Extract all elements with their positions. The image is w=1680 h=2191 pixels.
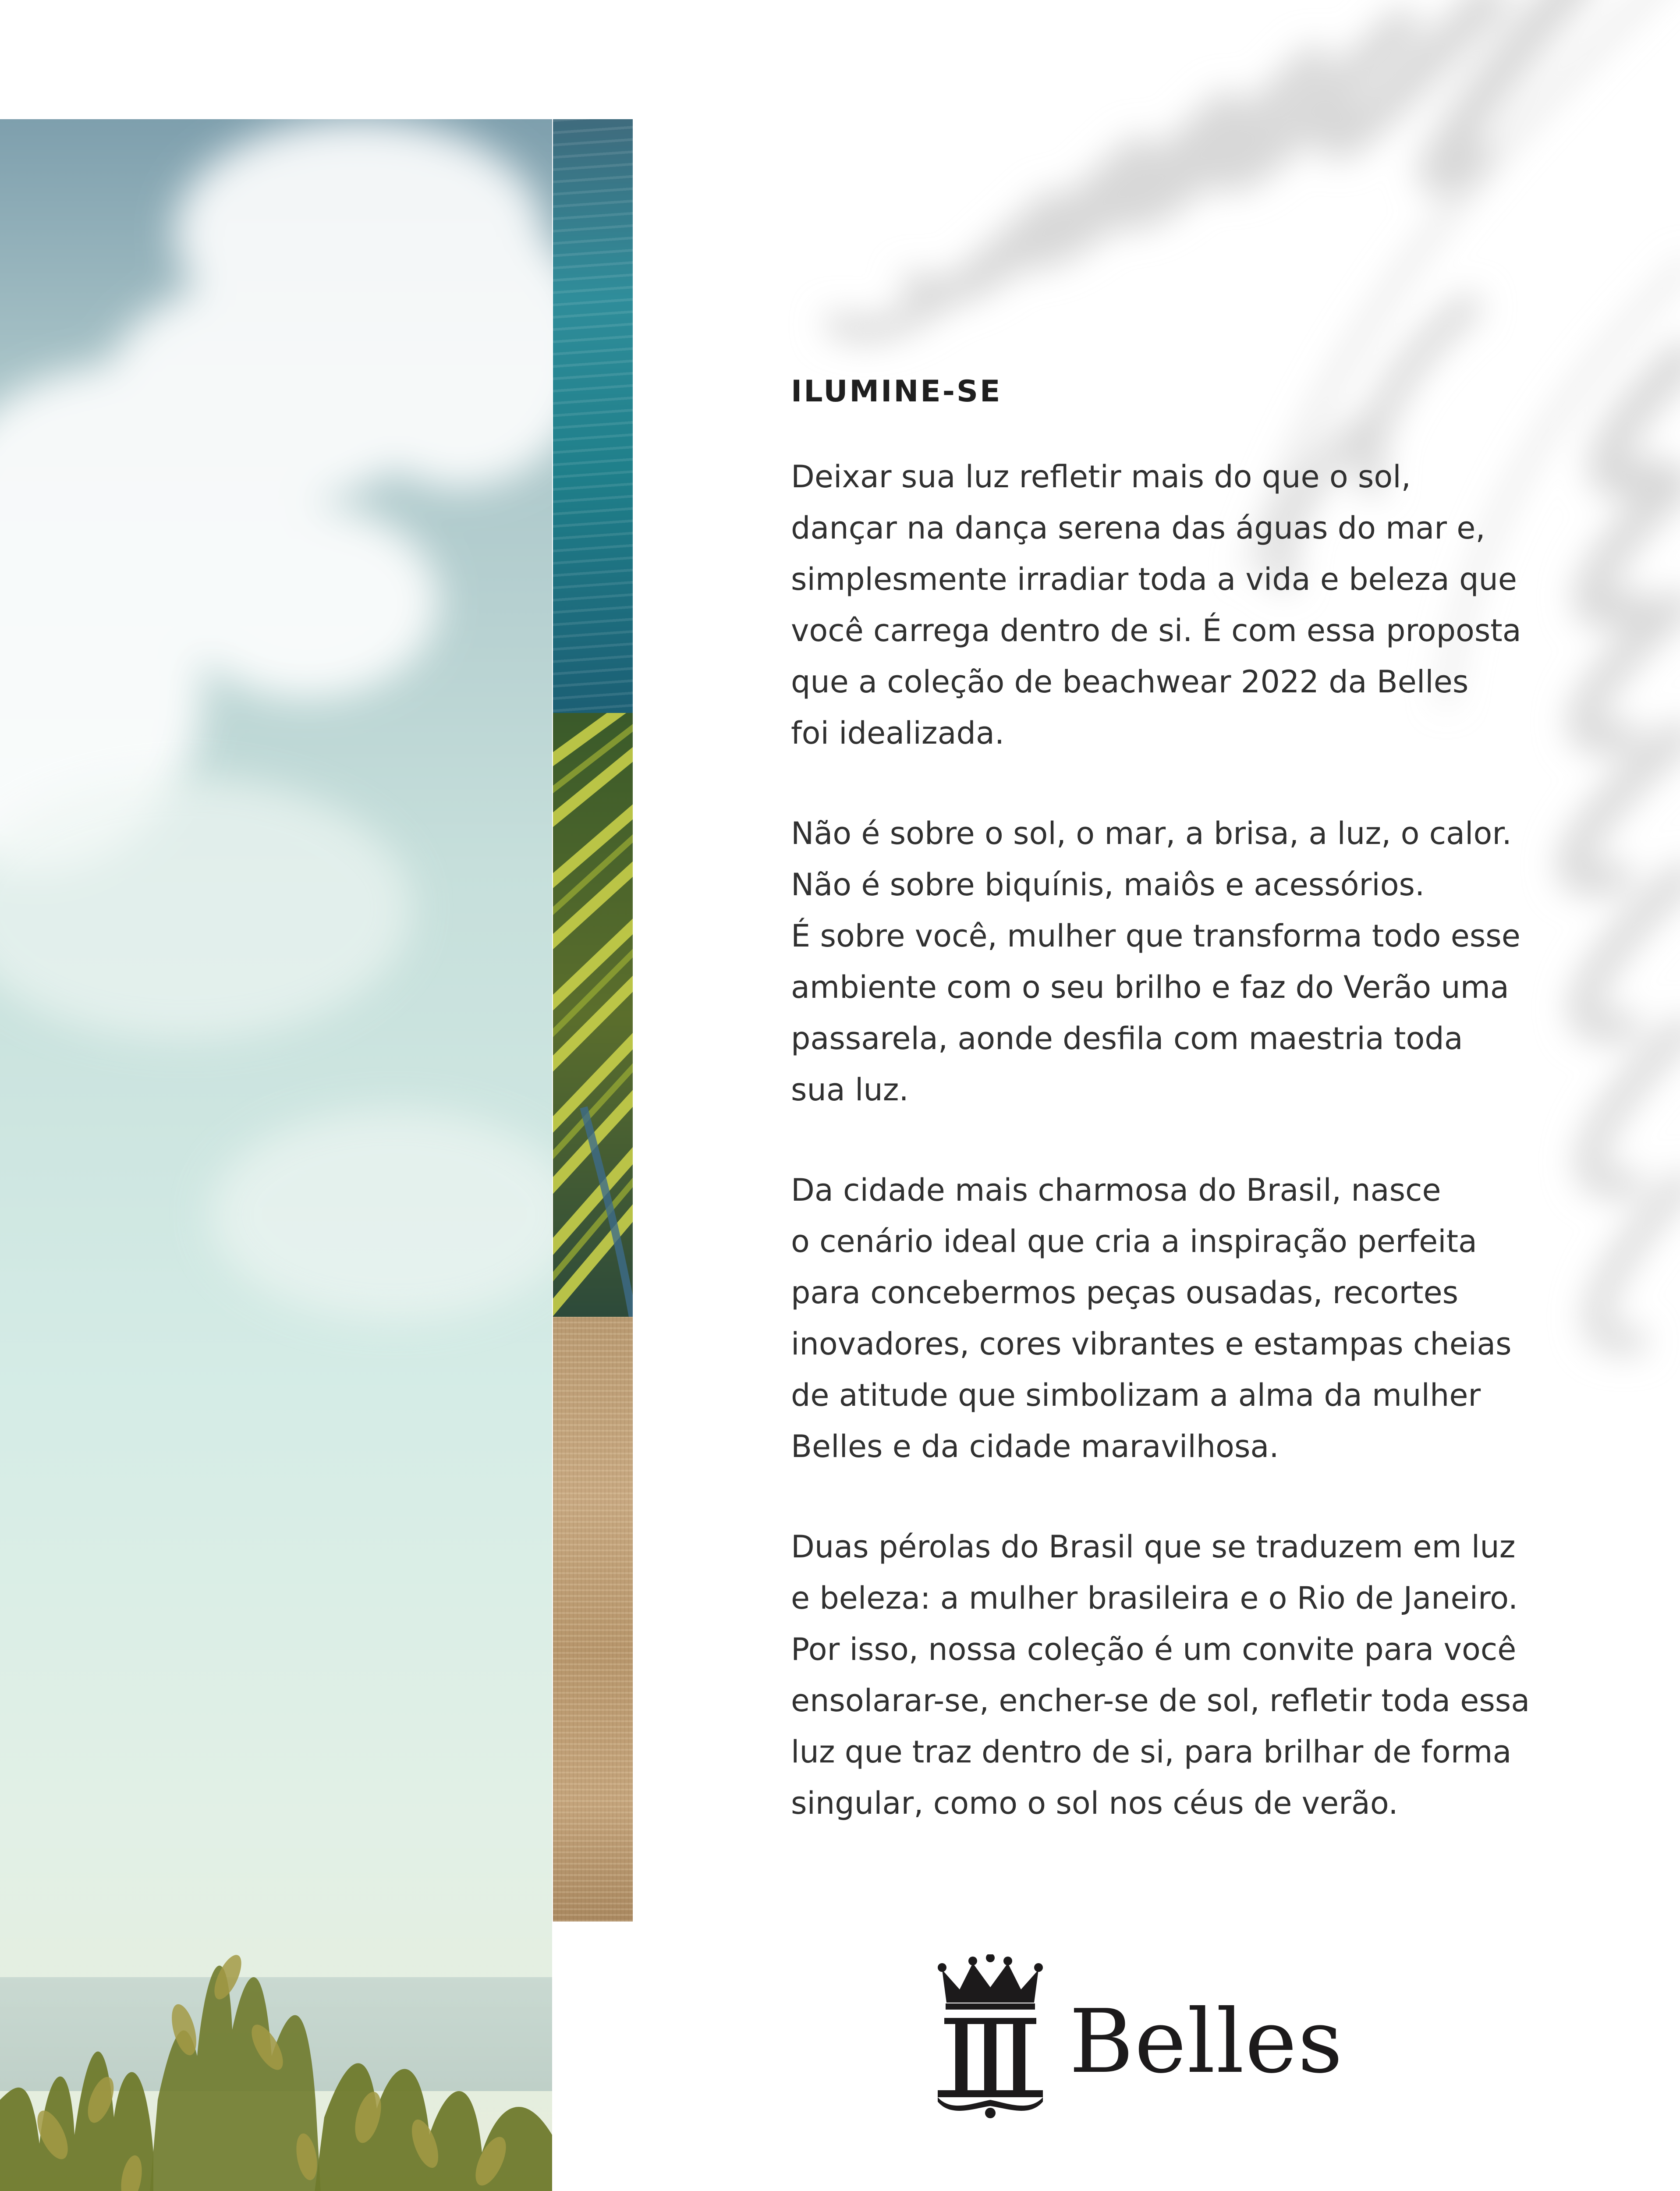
paragraph-line: que a coleção de beachwear 2022 da Belles bbox=[791, 664, 1469, 700]
paragraph-line: inovadores, cores vibrantes e estampas cheias bbox=[791, 1326, 1512, 1362]
paragraph-1 bbox=[791, 451, 1536, 759]
brand-logo bbox=[925, 1954, 1345, 2121]
sea-water-photo bbox=[553, 119, 633, 713]
brand-name: Belles bbox=[1069, 1991, 1344, 2093]
paragraph-line: ensolarar-se, encher-se de sol, refletir toda essa bbox=[791, 1683, 1530, 1719]
paragraph-2 bbox=[791, 808, 1536, 1116]
paragraph-line: Por isso, nossa coleção é um convite para você bbox=[791, 1631, 1517, 1667]
paragraph-3 bbox=[791, 1165, 1536, 1472]
palm-leaf-illustration bbox=[553, 713, 633, 1317]
paragraph-line: Não é sobre biquínis, maiôs e acessórios. bbox=[791, 867, 1425, 903]
sky-photo-illustration bbox=[0, 119, 552, 2191]
paragraph-line: foi idealizada. bbox=[791, 715, 1005, 751]
paragraph-line: luz que traz dentro de si, para brilhar de forma bbox=[791, 1734, 1512, 1770]
paragraph-line: singular, como o sol nos céus de verão. bbox=[791, 1785, 1398, 1821]
paragraph-line: e beleza: a mulher brasileira e o Rio de Janeiro. bbox=[791, 1580, 1518, 1616]
paragraph-line: É sobre você, mulher que transforma todo esse bbox=[791, 918, 1521, 954]
paragraph-4 bbox=[791, 1521, 1536, 1829]
paragraph-line: para concebermos peças ousadas, recortes bbox=[791, 1275, 1459, 1311]
paragraph-line: o cenário ideal que cria a inspiração perfeita bbox=[791, 1223, 1477, 1259]
article-body bbox=[791, 374, 1536, 1878]
paragraph-line: ambiente com o seu brilho e faz do Verão uma bbox=[791, 969, 1509, 1005]
paragraph-line: simplesmente irradiar toda a vida e beleza que bbox=[791, 561, 1517, 597]
crowned-monogram-icon bbox=[925, 1954, 1056, 2121]
paragraph-line: Deixar sua luz refletir mais do que o sol, bbox=[791, 459, 1411, 495]
paragraph-line: Belles e da cidade maravilhosa. bbox=[791, 1429, 1279, 1464]
paragraph-line: você carrega dentro de si. É com essa proposta bbox=[791, 613, 1521, 649]
paragraph-line: sua luz. bbox=[791, 1072, 909, 1108]
palm-leaf-photo bbox=[553, 713, 633, 1317]
paragraph-line: passarela, aonde desfila com maestria toda bbox=[791, 1021, 1463, 1057]
sky-clouds-and-plants-photo bbox=[0, 119, 552, 2191]
paragraph-line: Da cidade mais charmosa do Brasil, nasce bbox=[791, 1172, 1441, 1208]
section-heading: ILUMINE-SE bbox=[791, 374, 1002, 409]
paragraph-line: dançar na dança serena das águas do mar e, bbox=[791, 510, 1485, 546]
paragraph-line: Não é sobre o sol, o mar, a brisa, a luz, o calor. bbox=[791, 815, 1512, 851]
paragraph-line: de atitude que simbolizam a alma da mulher bbox=[791, 1377, 1481, 1413]
sand-texture-photo bbox=[553, 1317, 633, 1922]
paragraph-line: Duas pérolas do Brasil que se traduzem em luz bbox=[791, 1529, 1516, 1565]
